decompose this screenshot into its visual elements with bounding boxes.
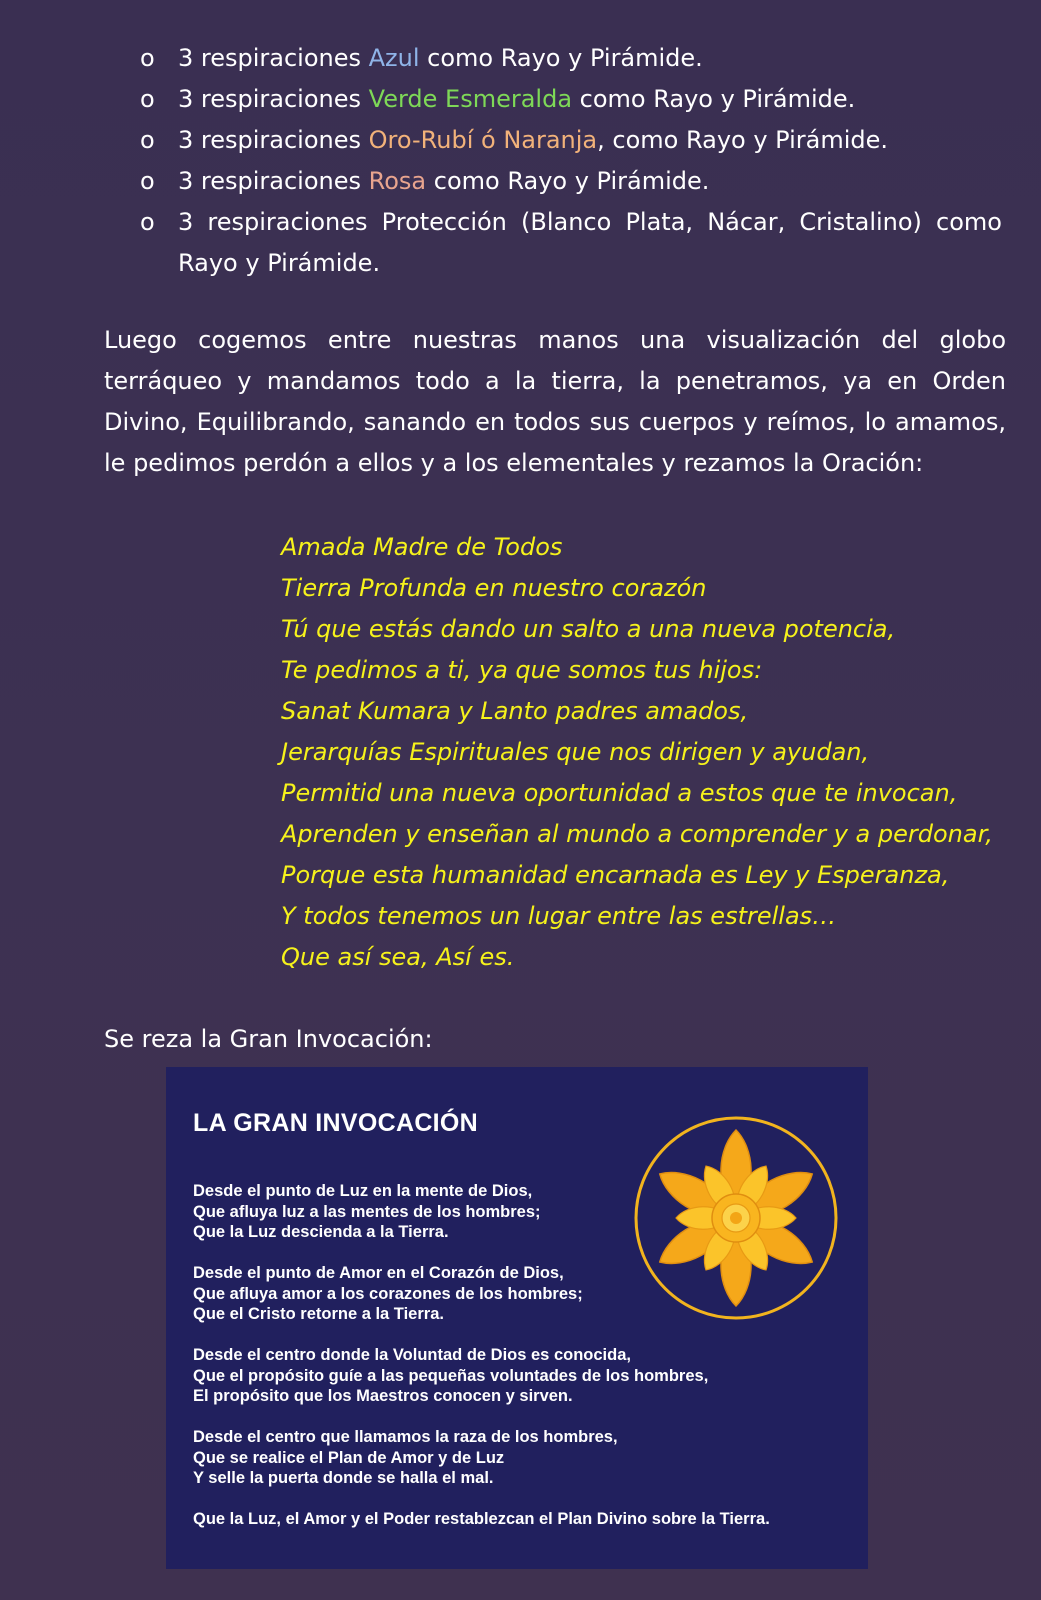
invocation-line: Que se realice el Plan de Amor y de Luz xyxy=(193,1448,505,1467)
breath-text: 3 respiraciones xyxy=(178,126,369,154)
invocation-line: Que la Luz, el Amor y el Poder restablezcan el Plan Divino sobre la Tierra. xyxy=(193,1510,770,1528)
prayer-line: Permitid una nueva oportunidad a estos que te invocan, xyxy=(281,779,958,807)
breath-text: 3 respiraciones xyxy=(178,85,369,113)
invocation-stanza xyxy=(193,1345,853,1407)
prayer-line: Aprenden y enseñan al mundo a comprender y a perdonar, xyxy=(281,820,993,848)
breath-text-end: , como Rayo y Pirámide. xyxy=(597,126,889,154)
bullet: o xyxy=(140,167,155,195)
bullet: o xyxy=(140,44,155,72)
breath-item-rosa xyxy=(140,161,1002,202)
invocation-line: Que el propósito guíe a las pequeñas voluntades de los hombres, xyxy=(193,1366,709,1385)
color-word-rosa: Rosa xyxy=(368,167,427,195)
invocation-text xyxy=(193,1181,853,1550)
invocation-line: Que afluya amor a los corazones de los hombres; xyxy=(193,1284,583,1303)
bullet: o xyxy=(140,126,155,154)
breath-text-end: como Rayo y Pirámide. xyxy=(572,85,856,113)
breath-text: 3 respiraciones xyxy=(178,167,369,195)
prayer-poem xyxy=(281,527,1001,978)
invocation-line: Desde el punto de Amor en el Corazón de Dios, xyxy=(193,1264,564,1282)
breath-text: 3 respiraciones xyxy=(178,44,369,72)
prayer-line: Amada Madre de Todos xyxy=(281,533,563,561)
breath-item-proteccion xyxy=(140,202,1002,284)
invocation-line: Y selle la puerta donde se halla el mal. xyxy=(193,1469,494,1487)
breath-text-end: como Rayo y Pirámide. xyxy=(426,167,710,195)
prayer-line: Sanat Kumara y Lanto padres amados, xyxy=(281,697,749,725)
card-title: LA GRAN INVOCACIÓN xyxy=(193,1109,479,1137)
invocation-stanza xyxy=(193,1509,853,1530)
invocation-line: El propósito que los Maestros conocen y sirven. xyxy=(193,1387,573,1405)
prayer-line: Tierra Profunda en nuestro corazón xyxy=(281,574,707,602)
color-word-azul: Azul xyxy=(368,44,420,72)
color-word-naranja: Oro-Rubí ó Naranja xyxy=(368,126,598,154)
invocation-line: Que el Cristo retorne a la Tierra. xyxy=(193,1305,444,1323)
invocation-stanza xyxy=(193,1263,853,1325)
breath-item-azul xyxy=(140,38,1002,79)
prayer-line: Porque esta humanidad encarnada es Ley y Esperanza, xyxy=(281,861,950,889)
prayer-line: Que así sea, Así es. xyxy=(281,943,515,971)
invocation-stanza xyxy=(193,1427,853,1489)
breath-item-naranja xyxy=(140,120,1002,161)
prayer-line: Te pedimos a ti, ya que somos tus hijos: xyxy=(281,656,763,684)
invocation-line: Que la Luz descienda a la Tierra. xyxy=(193,1223,449,1241)
instruction-paragraph: Luego cogemos entre nuestras manos una visualización del globo terráqueo y mandamos todo a la tierra, la penetramos, ya en Orden Divino, Equilibrando, sanando en todos sus cuerpos y reímos, lo amamos, le pedimos perdón a ellos y a los elementales y rezamos la Oración: xyxy=(104,326,1006,477)
breath-text: 3 respiraciones Protección (Blanco Plata, Nácar, Cristalino) como Rayo y Pirámide. xyxy=(178,208,1002,277)
invocation-stanza xyxy=(193,1181,853,1243)
invocation-line: Desde el punto de Luz en la mente de Dios, xyxy=(193,1182,533,1200)
invocation-intro: Se reza la Gran Invocación: xyxy=(104,1025,433,1053)
invocation-line: Desde el centro donde la Voluntad de Dios es conocida, xyxy=(193,1346,631,1364)
breath-text-end: como Rayo y Pirámide. xyxy=(419,44,703,72)
great-invocation-card xyxy=(166,1067,868,1569)
prayer-line: Y todos tenemos un lugar entre las estrellas… xyxy=(281,902,837,930)
prayer-line: Jerarquías Espirituales que nos dirigen y ayudan, xyxy=(281,738,870,766)
bullet: o xyxy=(140,208,155,236)
bullet: o xyxy=(140,85,155,113)
invocation-line: Desde el centro que llamamos la raza de los hombres, xyxy=(193,1428,618,1446)
color-word-verde: Verde Esmeralda xyxy=(368,85,573,113)
invocation-line: Que afluya luz a las mentes de los hombres; xyxy=(193,1202,541,1221)
breath-item-verde xyxy=(140,79,1002,120)
prayer-line: Tú que estás dando un salto a una nueva potencia, xyxy=(281,615,896,643)
breath-list xyxy=(140,38,1002,284)
